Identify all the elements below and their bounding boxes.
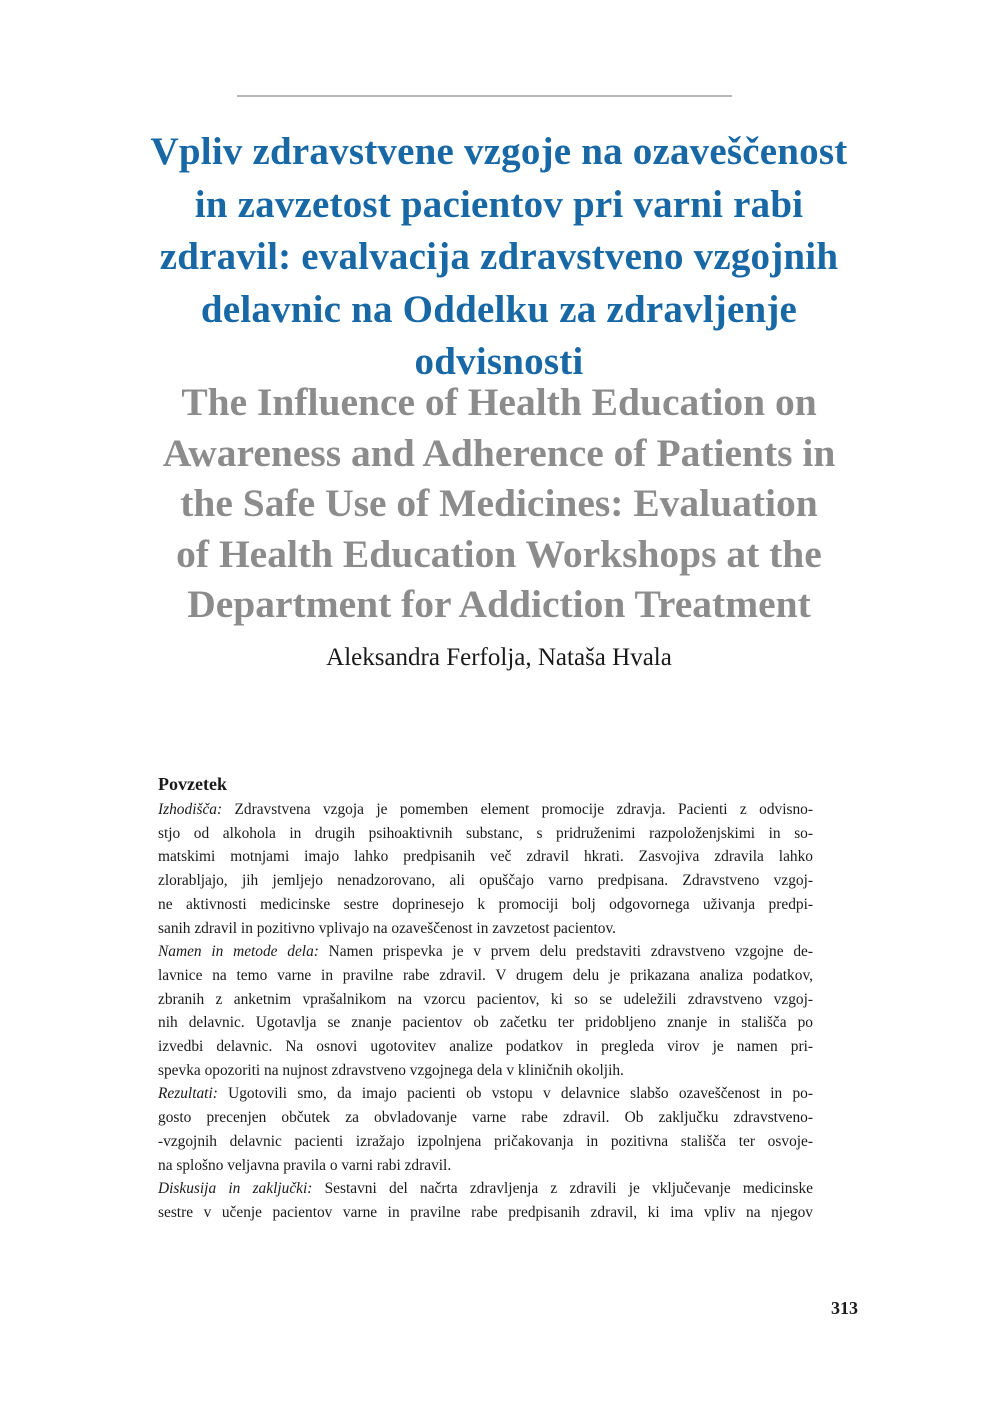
- title-english-line: Department for Addiction Treatment: [187, 582, 811, 626]
- abstract-line-text: Zdravstvena vzgoja je pomemben element promocije zdravja. Pacienti z odvisno-: [222, 801, 813, 818]
- abstract-line-text: gosto precenjen občutek za obvladovanje varne rabe zdravil. Ob zaključku zdravstveno-: [158, 1109, 813, 1127]
- authors: Aleksandra Ferfolja, Nataša Hvala: [326, 644, 672, 671]
- abstract-line: [158, 1035, 813, 1059]
- title-slovenian-line: odvisnosti: [414, 340, 584, 383]
- abstract-line: [158, 845, 813, 869]
- abstract-line: [158, 1154, 813, 1178]
- abstract-line: [158, 1106, 813, 1130]
- abstract-line-text: lavnice na temo varne in pravilne rabe zdravil. V drugem delu je prikazana analiza podatkov,: [158, 966, 813, 984]
- abstract-line-text: ne aktivnosti medicinske sestre doprinesejo k promociji bolj odgovornega uživanja predpi-: [158, 895, 813, 913]
- abstract-line: [158, 940, 813, 964]
- title-slovenian-line: delavnic na Oddelku za zdravljenje: [200, 287, 798, 331]
- abstract-line-text: izvedbi delavnic. Na osnovi ugotovitev analize podatkov in pregleda virov je namen pri-: [158, 1038, 813, 1056]
- abstract-line-text: -vzgojnih delavnic pacienti izražajo izpolnjena pričakovanja in pozitivna stališča ter osvoje-: [158, 1132, 813, 1150]
- abstract-line: [158, 1201, 813, 1225]
- title-english: [80, 377, 918, 630]
- abstract-line: [158, 917, 813, 941]
- abstract-section-label: Rezultati:: [158, 1085, 218, 1103]
- title-slovenian: [90, 126, 908, 389]
- title-english-line: The Influence of Health Education on: [181, 380, 817, 424]
- abstract-line-text: Sestavni del načrta zdravljenja z zdravili je vključevanje medicinske: [312, 1180, 813, 1198]
- abstract-line-text: nih delavnic. Ugotavlja se znanje pacientov ob začetku ter pridobljeno znanje in stališča po: [158, 1014, 813, 1032]
- abstract-line: [158, 822, 813, 846]
- abstract-line-text: spevka opozoriti na nujnost zdravstveno vzgojnega dela v kliničnih okoljih.: [158, 1061, 624, 1079]
- abstract-line-text: Namen prispevka je v prvem delu predstaviti zdravstveno vzgojne de-: [318, 943, 813, 961]
- abstract-line: [158, 1059, 813, 1083]
- abstract-section-label: Diskusija in zaključki:: [158, 1180, 313, 1198]
- header-rule: [237, 95, 732, 97]
- abstract-body: [158, 798, 813, 1225]
- abstract-line-text: zbranih z anketnim vprašalnikom na vzorcu pacientov, ki so se udeležili zdravstveno vzgoj-: [158, 990, 813, 1008]
- abstract-line-text: stjo od alkohola in drugih psihoaktivnih substanc, s pridruženimi razpoloženjskimi in so-: [158, 824, 813, 842]
- abstract-line: [158, 1130, 813, 1154]
- title-english-line: of Health Education Workshops at the: [176, 531, 822, 576]
- abstract-line: [158, 869, 813, 893]
- abstract-line-text: sanih zdravil in pozitivno vplivajo na ozaveščenost in zavzetost pacientov.: [158, 919, 617, 937]
- abstract-line: [158, 1011, 813, 1035]
- title-english-line: the Safe Use of Medicines: Evaluation: [180, 481, 818, 525]
- abstract-line: [158, 1177, 813, 1201]
- page-number: 313: [831, 1298, 858, 1318]
- abstract-section-label: Namen in metode dela:: [158, 943, 319, 961]
- abstract-line-text: matskimi motnjami imajo lahko predpisanih več zdravil hkrati. Zasvojiva zdravila lahko: [158, 848, 813, 866]
- title-slovenian-line: Vpliv zdravstvene vzgoje na ozaveščenost: [150, 130, 848, 173]
- abstract-line: [158, 798, 813, 822]
- abstract-line: [158, 988, 813, 1012]
- abstract-line-text: zlorabljajo, jih jemljejo nenadzorovano, ali opuščajo varno predpisana. Zdravstveno vzgoj-: [158, 872, 813, 890]
- title-slovenian-line: zdravil: evalvacija zdravstveno vzgojnih: [159, 235, 839, 278]
- abstract-heading: Povzetek: [158, 774, 227, 794]
- abstract-section-label: Izhodišča:: [158, 801, 223, 818]
- abstract-line-text: sestre v učenje pacientov varne in pravilne rabe predpisanih zdravil, ki ima vpliv na njegov: [158, 1203, 813, 1221]
- abstract-line-text: Ugotovili smo, da imajo pacienti ob vstopu v delavnice slabšo ozaveščenost in po-: [217, 1085, 813, 1103]
- abstract-line-text: na splošno veljavna pravila o varni rabi zdravil.: [158, 1156, 452, 1174]
- abstract-line: [158, 893, 813, 917]
- title-slovenian-line: in zavzetost pacientov pri varni rabi: [194, 182, 804, 226]
- title-english-line: Awareness and Adherence of Patients in: [162, 430, 836, 475]
- abstract-line: [158, 964, 813, 988]
- abstract: [158, 772, 813, 1225]
- abstract-line: [158, 1082, 813, 1106]
